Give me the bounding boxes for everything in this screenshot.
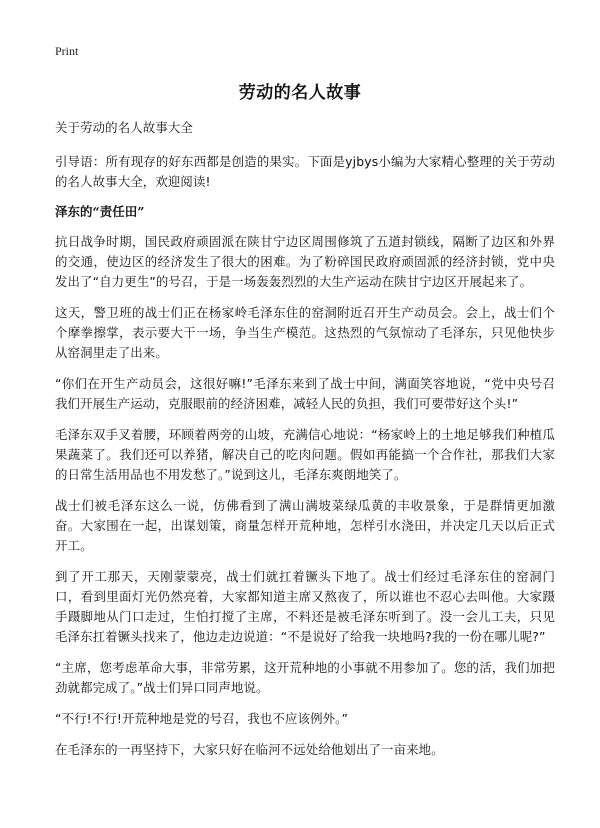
paragraph: “主席，您考虑革命大事，非常劳累，这开荒种地的小事就不用参加了。您的活，我们加把劲就都完成了。”战士们异口同声地说。 (55, 660, 555, 695)
paragraph: “不行!不行!开荒种地是党的号召，我也不应该例外。” (55, 711, 349, 726)
paragraph: 到了开工那天，天刚蒙蒙亮，战士们就扛着镢头下地了。战士们经过毛泽东住的窑洞门口，看到里面灯光仍然亮着，大家都知道主席又熬夜了，所以谁也不忍心去叫他。大家蹑手蹑脚地从门口走过，生怕打搅了主席，不料还是被毛泽东听到了。没一会儿工夫，只见毛泽东扛着镢头找来了，他边走边说道：“不是说好了给我一块地吗?我的一份在哪儿呢?” (55, 569, 555, 644)
paragraph: 在毛泽东的一再坚持下，大家只好在临河不远处给他划出了一亩来地。 (55, 742, 444, 757)
paragraph: 毛泽东双手叉着腰，环顾着两旁的山坡，充满信心地说：“杨家岭上的土地足够我们种植瓜果蔬菜了。我们还可以养猪，解决自己的吃肉问题。假如再能搞一个合作社，那我们大家的日常生活用品也不用发愁了。”说到这儿，毛泽东爽朗地笑了。 (55, 427, 555, 482)
article-body (55, 118, 555, 771)
section-heading: 泽东的“责任田” (55, 204, 145, 219)
paragraph: 战士们被毛泽东这么一说，仿佛看到了满山满坡菜绿瓜黄的丰收景象，于是群情更加激奋。大家围在一起，出谋划策，商量怎样开荒种地，怎样引水浇田，并决定几天以后正式开工。 (55, 498, 555, 553)
print-link[interactable]: Print (55, 44, 79, 58)
article-subtitle: 关于劳动的名人故事大全 (55, 120, 193, 135)
paragraph: “你们在开生产动员会，这很好嘛!”毛泽东来到了战士中间，满面笑容地说，“党中央号召我们开展生产运动，克服眼前的经济困难，减轻人民的负担，我们可要带好这个头!” (55, 376, 555, 411)
paragraph: 这天，警卫班的战士们正在杨家岭毛泽东住的窑洞附近召开生产动员会。会上，战士们个个摩拳擦掌，表示要大干一场，争当生产模范。这热烈的气氛惊动了毛泽东，只见他快步从窑洞里走了出来。 (55, 305, 555, 360)
page-title: 劳动的名人故事 (238, 83, 362, 103)
paragraph: 抗日战争时期，国民政府顽固派在陕甘宁边区周围修筑了五道封锁线，隔断了边区和外界的交通，使边区的经济发生了很大的困难。为了粉碎国民政府顽固派的经济封锁，党中央发出了“自力更生”的号召，于是一场轰轰烈烈的大生产运动在陕甘宁边区开展起来了。 (55, 234, 555, 289)
article-intro: 引导语：所有现存的好东西都是创造的果实。下面是yjbys小编为大家精心整理的关于劳动的名人故事大全，欢迎阅读! (55, 154, 555, 189)
